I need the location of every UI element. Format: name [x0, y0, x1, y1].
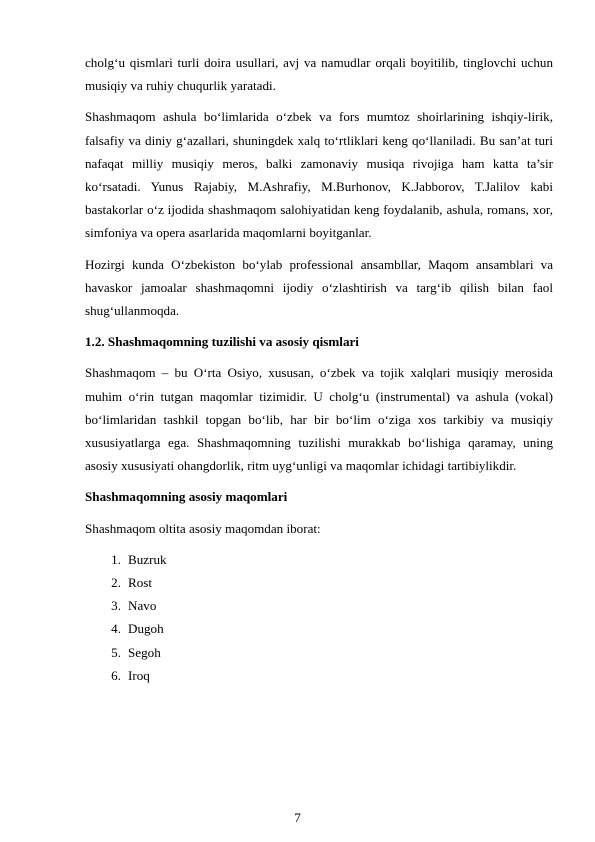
- paragraph-definition: Shashmaqom – bu O‘rta Osiyo, xususan, o‘zbek va tojik xalqlari musiqiy merosida muhim o‘rin tutgan maqomlar tizimidir. U cholg‘u (instrumental) va ashula (vokal) bo‘limlaridan tashkil topgan bo‘lib, har bir bo‘lim o‘ziga xos tarkibiy va musiqiy xususiyatlarga ega. Shashmaqomning tuzilishi murakkab bo‘lishiga qaramay, uning asosiy xususiyati ohangdorlik, ritm uyg‘unligi va maqomlar ichidagi tartibiylikdir.: [85, 365, 553, 474]
- list-item-label: Iroq: [128, 667, 150, 683]
- maqom-list: [85, 548, 553, 687]
- list-item: [85, 641, 553, 664]
- list-item: [85, 548, 553, 571]
- list-item: [85, 617, 553, 640]
- list-item: [85, 571, 553, 594]
- list-item-number: 1.: [111, 551, 121, 567]
- list-item-label: Dugoh: [128, 621, 164, 637]
- list-item-number: 4.: [111, 621, 121, 637]
- paragraph-continuation: cholg‘u qismlari turli doira usullari, avj va namudlar orqali boyitilib, tinglovchi uchun musiqiy va ruhiy chuqurlik yaratadi.: [85, 55, 553, 94]
- list-item-number: 3.: [111, 598, 121, 614]
- list-item-label: Segoh: [128, 644, 161, 660]
- page-number: 7: [294, 810, 301, 825]
- list-item: [85, 664, 553, 687]
- list-item-label: Rost: [128, 575, 153, 591]
- paragraph-list-intro: Shashmaqom oltita asosiy maqomdan iborat:: [85, 520, 321, 536]
- list-item: [85, 594, 553, 617]
- list-item-number: 2.: [111, 575, 121, 591]
- list-item-number: 5.: [111, 644, 121, 660]
- list-item-label: Buzruk: [128, 551, 167, 567]
- section-heading: 1.2. Shashmaqomning tuzilishi va asosiy qismlari: [85, 334, 359, 350]
- document-body: [85, 51, 553, 687]
- paragraph-ghazals: Shashmaqom ashula bo‘limlarida o‘zbek va fors mumtoz shoirlarining ishqiy-lirik, falsafiy va diniy g‘azallari, shuningdek xalq to‘rtliklari keng qo‘llaniladi. Bu san’at turi nafaqat milliy musiqiy meros, balki zamonaviy musiqa rivojiga ham katta ta’sir ko‘rsatadi. Yunus Rajabiy, M.Ashrafiy, M.Burhonov, K.Jabborov, T.Jalilov kabi bastakorlar o‘z ijodida shashmaqom salohiyatidan keng foydalanib, ashula, romans, xor, simfoniya va opera asarlarida maqomlarni boyitganlar.: [85, 109, 553, 241]
- subsection-heading: Shashmaqomning asosiy maqomlari: [85, 489, 288, 505]
- paragraph-ensembles: Hozirgi kunda O‘zbekiston bo‘ylab professional ansambllar, Maqom ansamblari va havaskor jamoalar shashmaqomni ijodiy o‘zlashtirish va targ‘ib qilish bilan faol shug‘ullanmoqda.: [85, 256, 553, 319]
- list-item-label: Navo: [128, 598, 157, 614]
- list-item-number: 6.: [111, 667, 121, 683]
